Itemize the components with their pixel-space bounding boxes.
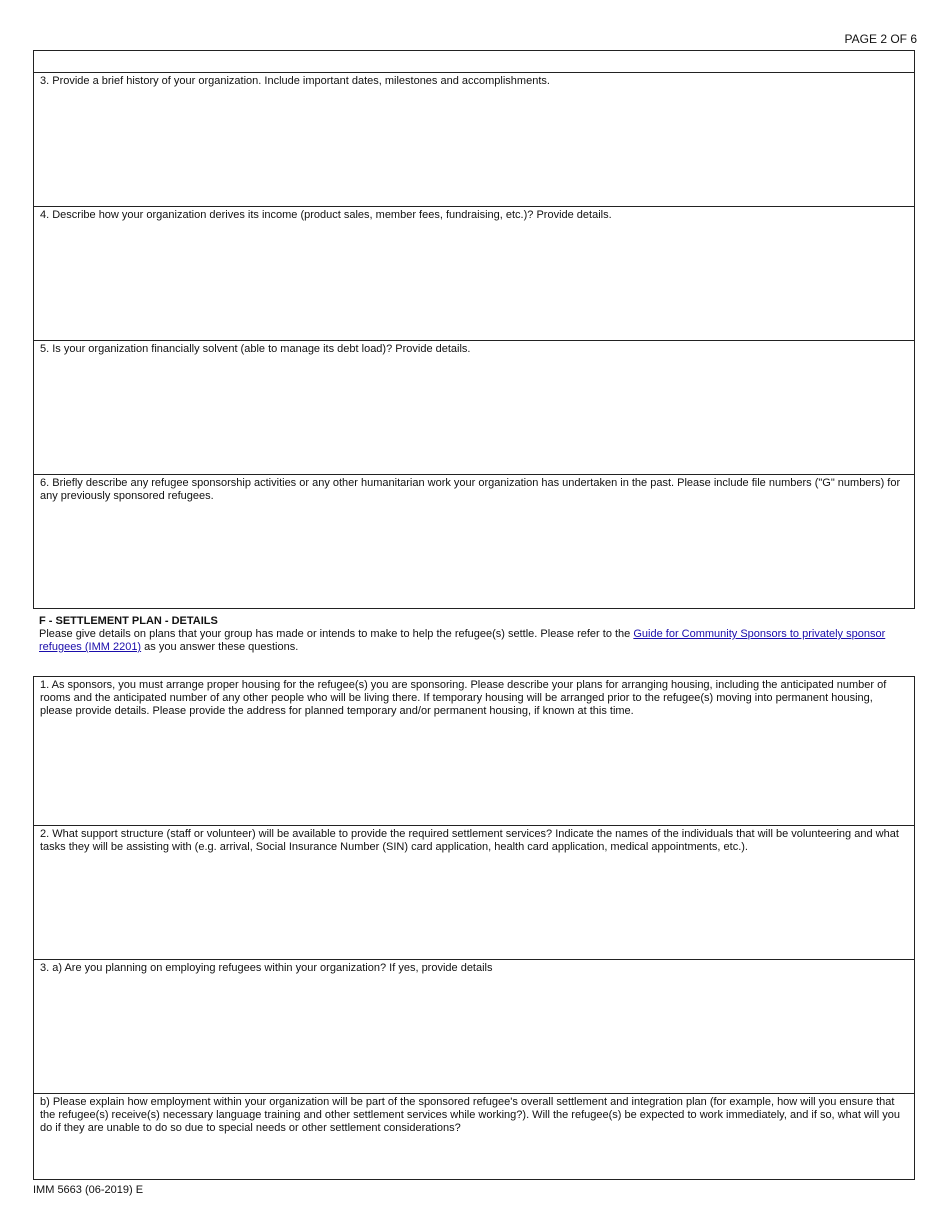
question-cell-support-structure (34, 826, 914, 960)
answer-solvency-field[interactable] (40, 371, 908, 470)
answer-employment-field[interactable] (40, 978, 908, 1089)
answer-housing-field[interactable] (40, 721, 908, 821)
page-number: PAGE 2 OF 6 (844, 32, 917, 46)
question-solvency-label: 5. Is your organization financially solvent (able to manage its debt load)? Provide details. (40, 343, 471, 355)
question-cell-solvency (34, 341, 914, 475)
section-f-instructions (39, 628, 909, 654)
guide-link[interactable]: Guide for Community Sponsors to privately sponsor refugees (IMM 2201) (39, 628, 886, 653)
section-f-intro-text: Please give details on plans that your group has made or intends to make to help the refugee(s) settle. Please refer to the (39, 628, 634, 640)
question-housing-label: 1. As sponsors, you must arrange proper housing for the refugee(s) you are sponsoring. Please describe your plans for arranging housing, including the anticipated number of rooms and the anticipated number of any other people who will be living there. If temporary housing will be arranged prior to the refugee(s) moving into permanent housing, please provide details. Please provide the address for planned temporary and/or permanent housing, if known at this time. (40, 679, 887, 717)
form-code: IMM 5663 (06-2019) E (33, 1184, 144, 1196)
organization-questions-box (33, 50, 915, 609)
answer-past-sponsorship-field[interactable] (40, 505, 908, 604)
question-cell-housing (34, 677, 914, 826)
question-support-structure-label: 2. What support structure (staff or volunteer) will be available to provide the required settlement services? Indicate the names of the individuals that will be volunteering and what tasks they will be assisting with (e.g. arrival, Social Insurance Number (SIN) card application, health card application, medical appointments, etc.). (40, 828, 899, 853)
answer-employment-integration-field[interactable] (40, 1138, 908, 1175)
question-cell-past-sponsorship (34, 475, 914, 608)
question-employment-integration-label: b) Please explain how employment within your organization will be part of the sponsored refugee's overall settlement and integration plan (for example, how will you ensure that the refugee(s) receive(s) necessary language training and other settlement services while working?). Will the refugee(s) be expected to work immediately, and if so, what will you do if they are unable to do so due to special needs or other settlement considerations? (40, 1096, 901, 1134)
question-cell-employment (34, 960, 914, 1094)
question-cell-income (34, 207, 914, 341)
section-f-title: F - SETTLEMENT PLAN - DETAILS (39, 615, 218, 627)
question-employment-label: 3. a) Are you planning on employing refugees within your organization? If yes, provide details (40, 962, 493, 974)
blank-header-row (34, 51, 914, 73)
settlement-questions-box (33, 676, 915, 1180)
answer-history-field[interactable] (40, 103, 908, 202)
question-history-label: 3. Provide a brief history of your organization. Include important dates, milestones and accomplishments. (40, 75, 550, 87)
section-f-intro (39, 615, 909, 654)
section-f-intro-text-end: as you answer these questions. (141, 641, 299, 653)
answer-support-structure-field[interactable] (40, 856, 908, 955)
question-cell-employment-integration (34, 1094, 914, 1179)
answer-income-field[interactable] (40, 237, 908, 336)
question-past-sponsorship-label: 6. Briefly describe any refugee sponsorship activities or any other humanitarian work your organization has undertaken in the past. Please include file numbers ("G" numbers) for any previously sponsored refugees. (40, 477, 901, 502)
question-income-label: 4. Describe how your organization derives its income (product sales, member fees, fundraising, etc.)? Provide details. (40, 209, 612, 221)
question-cell-history (34, 73, 914, 207)
